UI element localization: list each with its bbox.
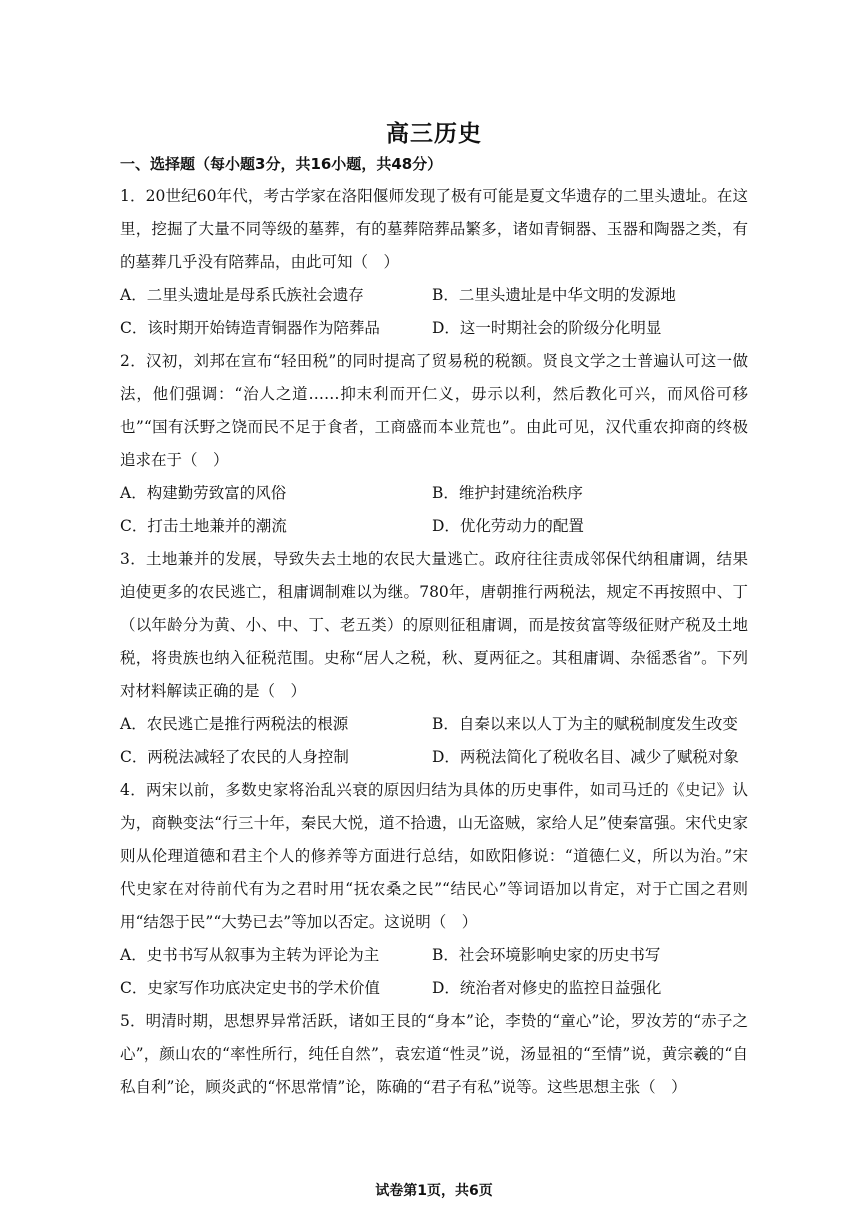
option-b: B．维护封建统治秩序 — [432, 484, 583, 502]
option-a: A．史书书写从叙事为主转为评论为主 — [120, 946, 380, 964]
options-row — [120, 939, 748, 972]
question-5 — [120, 1005, 748, 1104]
question-2 — [120, 345, 748, 543]
option-b: B．二里头遗址是中华文明的发源地 — [432, 286, 676, 304]
question-3 — [120, 543, 748, 774]
question-text: 4．两宋以前，多数史家将治乱兴衰的原因归结为具体的历史事件，如司马迁的《史记》认为，商鞅变法“行三十年，秦民大悦，道不拾遗，山无盗贼，家给人足”使秦富强。宋代史家则从伦理道德和君主个人的修养等方面进行总结，如欧阳修说：“道德仁义，所以为治。”宋代史家在对待前代有为之君时用“抚农桑之民”“结民心”等词语加以肯定，对于亡国之君则用“结怨于民”“大势已去”等加以否定。这说明（ ） — [120, 781, 748, 931]
option-a: A．二里头遗址是母系氏族社会遗存 — [120, 286, 364, 304]
option-d: D．这一时期社会的阶级分化明显 — [432, 319, 662, 337]
question-4 — [120, 774, 748, 1005]
question-text: 2．汉初，刘邦在宣布“轻田税”的同时提高了贸易税的税额。贤良文学之士普遍认可这一做法，他们强调：“治人之道……抑末利而开仁义，毋示以利，然后教化可兴，而风俗可移也”“国有沃野之饶而民不足于食者，工商盛而本业荒也”。由此可见，汉代重农抑商的终极追求在于（ ） — [120, 352, 748, 469]
questions-container — [120, 180, 748, 1104]
options-row — [120, 741, 748, 774]
option-d: D．优化劳动力的配置 — [432, 517, 584, 535]
option-a: A．农民逃亡是推行两税法的根源 — [120, 715, 349, 733]
option-c: C．史家写作功底决定史书的学术价值 — [120, 979, 380, 997]
question-text: 5．明清时期，思想界异常活跃，诸如王艮的“身本”论，李贽的“童心”论，罗汝芳的“赤子之心”，颜山农的“率性所行，纯任自然”，袁宏道“性灵”说，汤显祖的“至情”说，黄宗羲的“自私自利”论，顾炎武的“怀思常情”论，陈确的“君子有私”说等。这些思想主张（ ） — [120, 1012, 748, 1096]
options-row — [120, 477, 748, 510]
options-row — [120, 312, 748, 345]
option-b: B．自秦以来以人丁为主的赋税制度发生改变 — [432, 715, 738, 733]
options-row — [120, 279, 748, 312]
options-row — [120, 510, 748, 543]
option-d: D．两税法简化了税收名目、减少了赋税对象 — [432, 748, 739, 766]
option-d: D．统治者对修史的监控日益强化 — [432, 979, 662, 997]
option-c: C．打击土地兼并的潮流 — [120, 517, 287, 535]
page-title: 高三历史 — [386, 121, 482, 147]
options-row — [120, 972, 748, 1005]
page-footer: 试卷第1页，共6页 — [375, 1183, 493, 1199]
question-1 — [120, 180, 748, 345]
option-c: C．该时期开始铸造青铜器作为陪葬品 — [120, 319, 380, 337]
option-a: A．构建勤劳致富的风俗 — [120, 484, 287, 502]
question-text: 1．20世纪60年代，考古学家在洛阳偃师发现了极有可能是夏文华遗存的二里头遗址。在这里，挖掘了大量不同等级的墓葬，有的墓葬陪葬品繁多，诸如青铜器、玉器和陶器之类，有的墓葬几乎没有陪葬品，由此可知（ ） — [120, 187, 748, 271]
option-c: C．两税法减轻了农民的人身控制 — [120, 748, 349, 766]
section-heading: 一、选择题（每小题3分，共16小题，共48分） — [120, 155, 443, 173]
question-text: 3．土地兼并的发展，导致失去土地的农民大量逃亡。政府往往责成邻保代纳租庸调，结果迫使更多的农民逃亡，租庸调制难以为继。780年，唐朝推行两税法，规定不再按照中、丁（以年龄分为黄、小、中、丁、老五类）的原则征租庸调，而是按贫富等级征财产税及土地税，将贵族也纳入征税范围。史称“居人之税，秋、夏两征之。其租庸调、杂徭悉省”。下列对材料解读正确的是（ ） — [120, 550, 748, 700]
options-row — [120, 708, 748, 741]
option-b: B．社会环境影响史家的历史书写 — [432, 946, 661, 964]
